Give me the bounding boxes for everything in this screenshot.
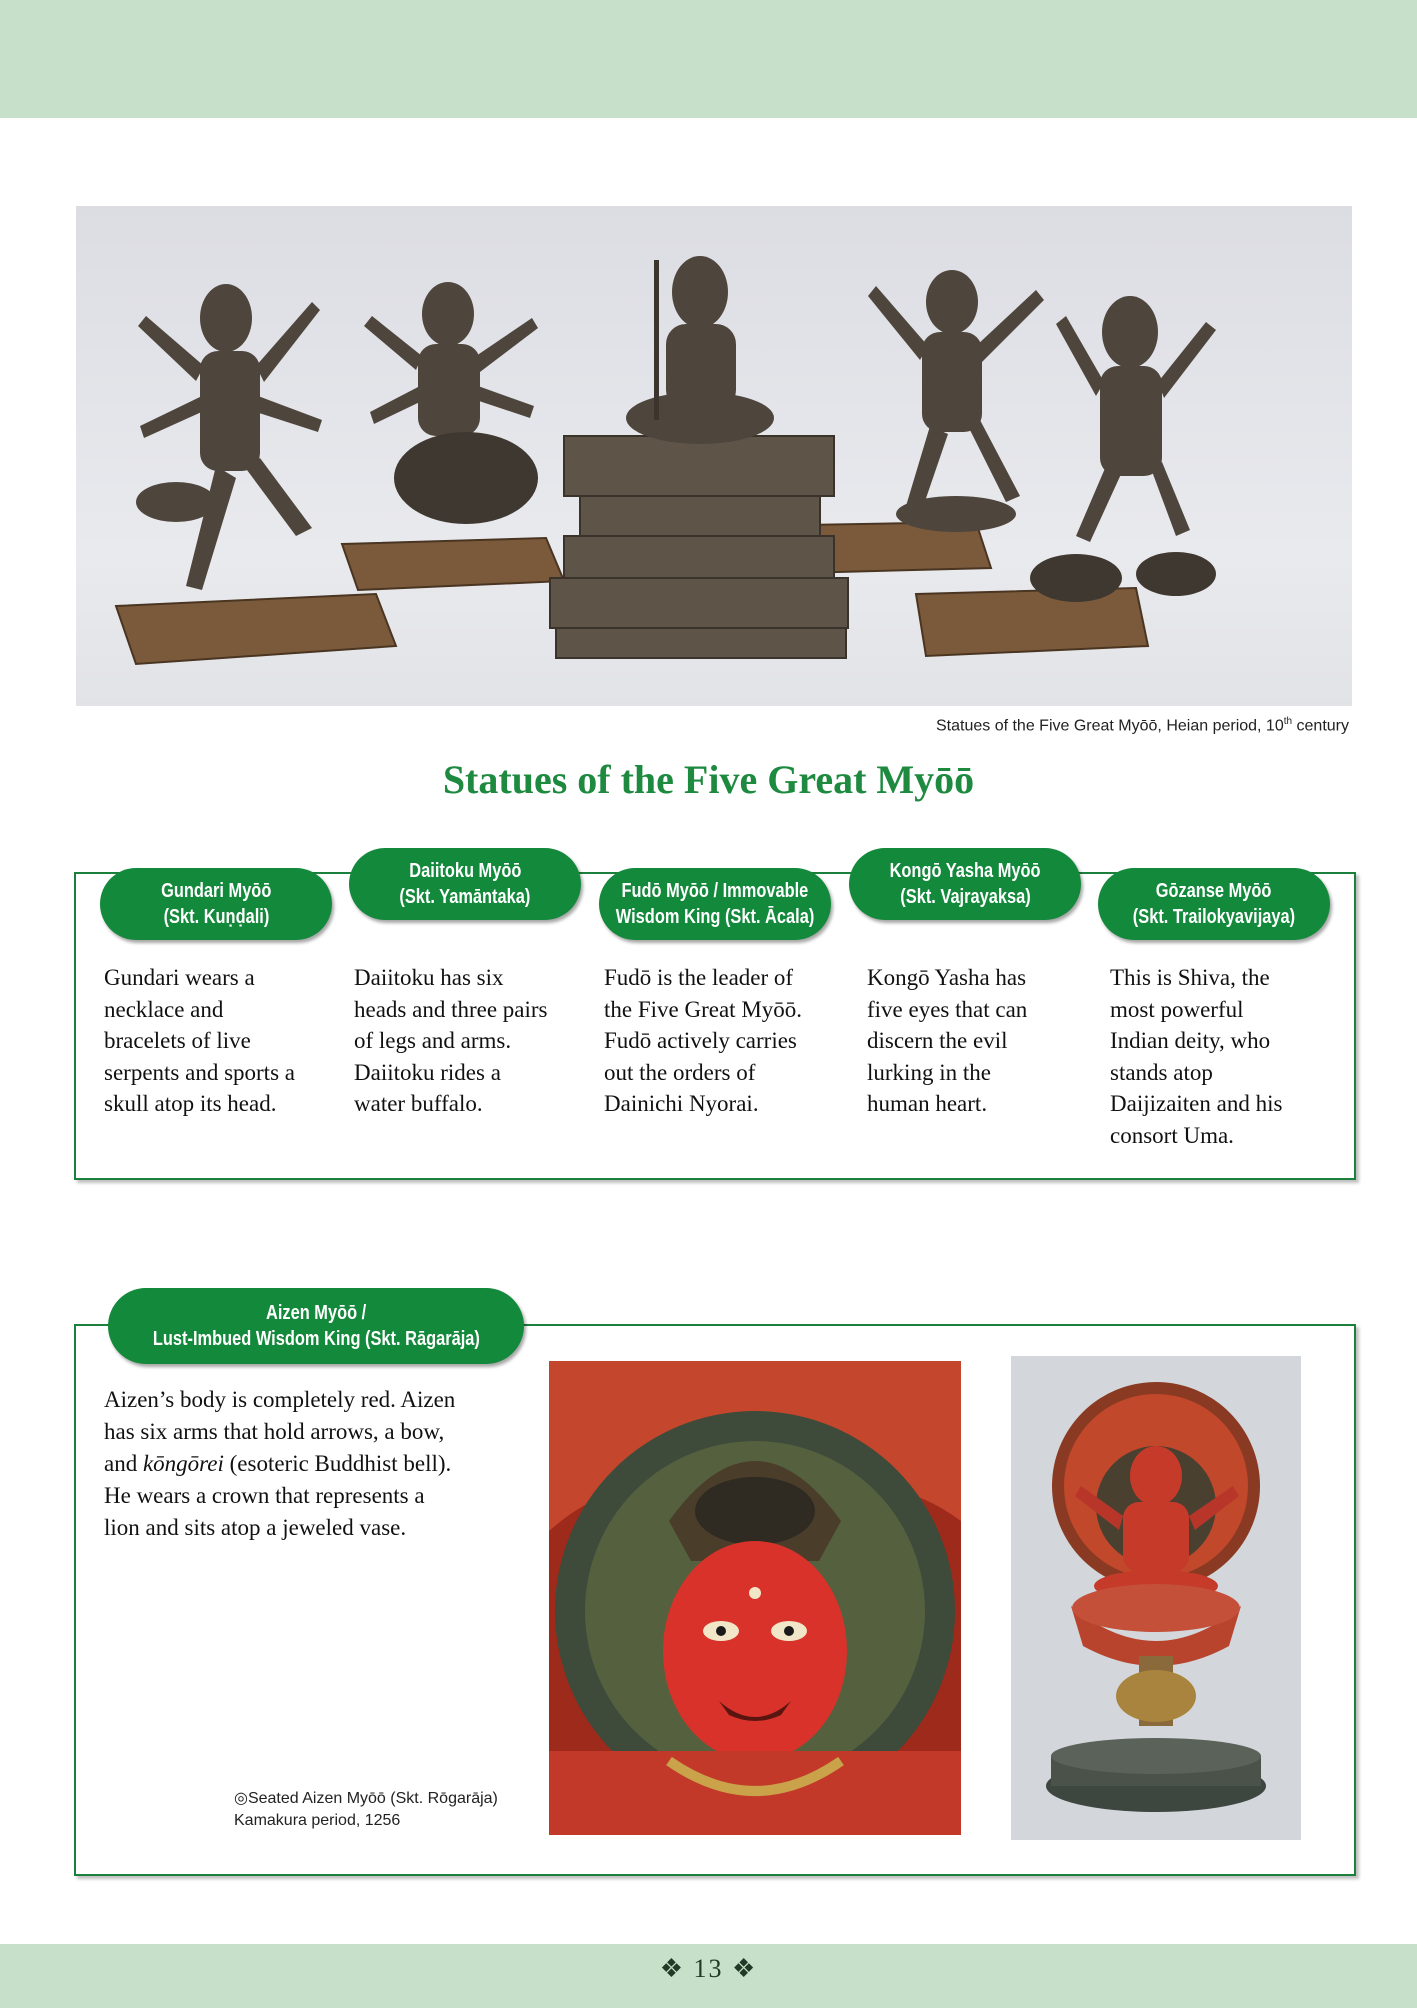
kongo-yasha-label: Kongō Yasha Myōō (Skt. Vajrayaksa) [849,848,1081,920]
aizen-closeup-photo [549,1361,961,1835]
header-band [0,0,1417,118]
fudo-description: Fudō is the leader of the Five Great Myōō. Fudō actively carries out the orders of Dainichi Nyorai. [604,965,803,1116]
gozanse-description: This is Shiva, the most powerful Indian deity, who stands atop Daijizaiten and his consort Uma. [1110,965,1283,1148]
daiitoku-label: Daiitoku Myōō (Skt. Yamāntaka) [349,848,581,920]
aizen-label: Aizen Myōō / Lust-Imbued Wisdom King (Skt. Rāgarāja) [108,1288,524,1364]
kongo-yasha-description: Kongō Yasha has five eyes that can discern the evil lurking in the human heart. [867,965,1028,1116]
fudo-label: Fudō Myōō / Immovable Wisdom King (Skt. Ācala) [599,868,831,940]
page-number: ❖ 13 ❖ [659,1954,758,1983]
section-title: Statues of the Five Great Myōō [442,757,975,802]
five-statues-photo [76,206,1352,706]
gundari-label: Gundari Myōō (Skt. Kuṇḍali) [100,868,332,940]
aizen-description: Aizen’s body is completely red. Aizen has six arms that hold arrows, a bow, and kōngōrei (esoteric Buddhist bell). He wears a crown that represents a lion and sits atop a jeweled vase. [104,1387,456,1540]
gundari-description: Gundari wears a necklace and bracelets of live serpents and sports a skull atop its head. [104,965,295,1116]
aizen-statue-photo [1011,1356,1301,1840]
aizen-photo-caption: ◎Seated Aizen Myōō (Skt. Rōgarāja) Kamakura period, 1256 [234,1790,498,1829]
aizen-closeup-illustration [549,1361,961,1835]
daiitoku-description: Daiitoku has six heads and three pairs of legs and arms. Daiitoku rides a water buffalo. [354,965,548,1116]
gozanse-label: Gōzanse Myōō (Skt. Trailokyavijaya) [1098,868,1330,940]
top-photo-caption: Statues of the Five Great Myōō, Heian period, 10th century [935,716,1349,735]
aizen-statue-illustration [1011,1356,1301,1840]
five-statues-illustration [76,206,1352,706]
